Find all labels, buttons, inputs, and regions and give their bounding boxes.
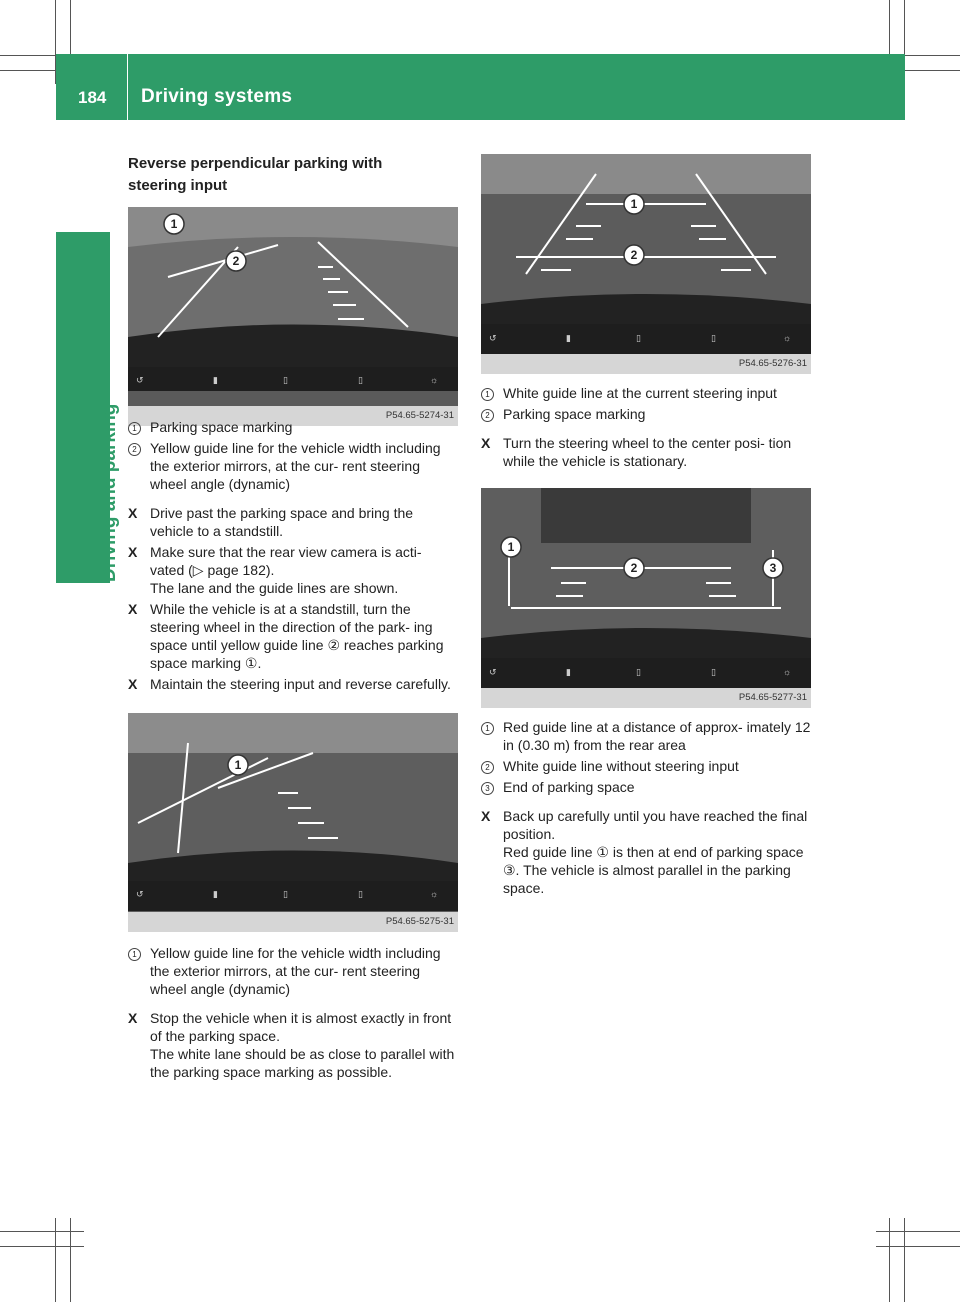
crop-mark [0,1246,84,1247]
right-column [481,154,811,900]
step-arrow-icon: X [128,544,138,560]
svg-text:▯: ▯ [283,889,288,899]
instruction-step [128,543,458,597]
callout-number-icon [128,418,146,436]
step-text: The white lane should be as close to parallel with the parking space marking as possible. [150,1046,455,1080]
page-number: 184 [78,88,107,107]
svg-text:1: 1 [630,197,638,211]
callout-number: 2 [481,761,494,774]
svg-text:1: 1 [170,217,178,231]
callout-number: 2 [481,409,494,422]
camera-image-4 [481,488,811,708]
svg-text:☼: ☼ [783,333,792,343]
camera-image-1 [128,207,458,421]
svg-text:▮: ▮ [566,333,571,343]
instruction-step [128,504,458,540]
svg-text:▮: ▮ [566,667,571,677]
legend-item [481,405,811,423]
callout-number: 1 [128,422,141,435]
instruction-step [128,675,458,693]
callout-number-icon [128,439,146,457]
camera-image-3 [481,154,811,374]
figure-code: P54.65-5277-31 [481,688,811,708]
crop-mark [876,1231,960,1232]
legend-text: Parking space marking [503,406,646,422]
svg-text:2: 2 [232,254,240,268]
figure-code: P54.65-5276-31 [481,354,811,374]
svg-text:▯: ▯ [358,889,363,899]
svg-text:▮: ▮ [213,889,218,899]
camera-image-2 [128,713,458,932]
step-text: Back up carefully until you have reached the final position. [503,808,808,842]
instruction-step [128,1009,458,1081]
callout-number: 1 [481,388,494,401]
legend-item [481,384,811,402]
step-arrow-icon: X [128,601,138,617]
callout-number: 2 [128,443,141,456]
step-arrow-icon: X [128,1010,138,1026]
legend-item [481,778,811,796]
svg-text:▯: ▯ [711,667,716,677]
step-arrow-icon: X [128,505,138,521]
legend-text: Parking space marking [150,419,293,435]
step-arrow-icon: X [481,435,491,451]
header-divider [127,54,128,120]
figure-code: P54.65-5274-31 [128,406,458,426]
step-text: The lane and the guide lines are shown. [150,580,399,596]
crop-mark [0,1231,84,1232]
svg-text:☼: ☼ [430,375,439,385]
callout-number-icon [481,405,499,423]
svg-text:1: 1 [234,758,242,772]
left-column [128,153,458,1084]
step-text: Red guide line ① is then at end of parking space ③. The vehicle is almost parallel in the parking space. [503,844,804,896]
legend-text: White guide line without steering input [503,758,739,774]
svg-text:3: 3 [769,561,777,575]
legend-item [481,757,811,775]
side-tab-label: Driving and parking [99,403,120,582]
callout-number-icon [481,778,499,796]
svg-text:▯: ▯ [283,375,288,385]
step-text: While the vehicle is at a standstill, turn the steering wheel in the direction of the park- ing space until yellow guide line ② reaches parking space marking ①. [150,601,444,671]
legend-text: Red guide line at a distance of approx- imately 12 in (0.30 m) from the rear area [503,719,811,753]
callout-number: 1 [481,722,494,735]
callout-number: 1 [128,948,141,961]
instruction-step [481,434,811,470]
step-arrow-icon: X [128,676,138,692]
callout-number-icon [481,384,499,402]
svg-text:↺: ↺ [136,375,144,385]
svg-text:▯: ▯ [711,333,716,343]
instruction-step [128,600,458,672]
legend-item [128,944,458,998]
step-text: Maintain the steering input and reverse carefully. [150,676,451,692]
callout-number-icon [128,944,146,962]
svg-text:2: 2 [630,248,638,262]
svg-text:☼: ☼ [783,667,792,677]
svg-text:↺: ↺ [489,333,497,343]
step-text: Turn the steering wheel to the center posi- tion while the vehicle is stationary. [503,435,792,469]
svg-text:▮: ▮ [213,375,218,385]
svg-text:↺: ↺ [489,667,497,677]
step-text: Make sure that the rear view camera is acti- vated (▷ page 182). [150,544,422,578]
svg-text:☼: ☼ [430,889,439,899]
callout-number-icon [481,757,499,775]
figure-code: P54.65-5275-31 [128,912,458,932]
svg-text:↺: ↺ [136,889,144,899]
svg-text:1: 1 [507,540,515,554]
legend-text: End of parking space [503,779,635,795]
legend-item [128,418,458,436]
section-heading: Reverse perpendicular parking with steering input [128,155,383,194]
svg-text:▯: ▯ [636,333,641,343]
svg-text:2: 2 [630,561,638,575]
legend-item [128,439,458,493]
legend-text: Yellow guide line for the vehicle width including the exterior mirrors, at the cur- rent steering wheel angle (dynamic) [150,945,441,997]
crop-mark [876,1246,960,1247]
svg-text:▯: ▯ [636,667,641,677]
step-arrow-icon: X [481,808,491,824]
legend-text: White guide line at the current steering input [503,385,777,401]
callout-number: 3 [481,782,494,795]
step-text: Stop the vehicle when it is almost exactly in front of the parking space. [150,1010,452,1044]
legend-text: Yellow guide line for the vehicle width including the exterior mirrors, at the cur- rent steering wheel angle (dynamic) [150,440,441,492]
instruction-step [481,807,811,897]
svg-text:▯: ▯ [358,375,363,385]
callout-number-icon [481,718,499,736]
step-text: Drive past the parking space and bring the vehicle to a standstill. [150,505,414,539]
legend-item [481,718,811,754]
chapter-title: Driving systems [141,86,293,107]
